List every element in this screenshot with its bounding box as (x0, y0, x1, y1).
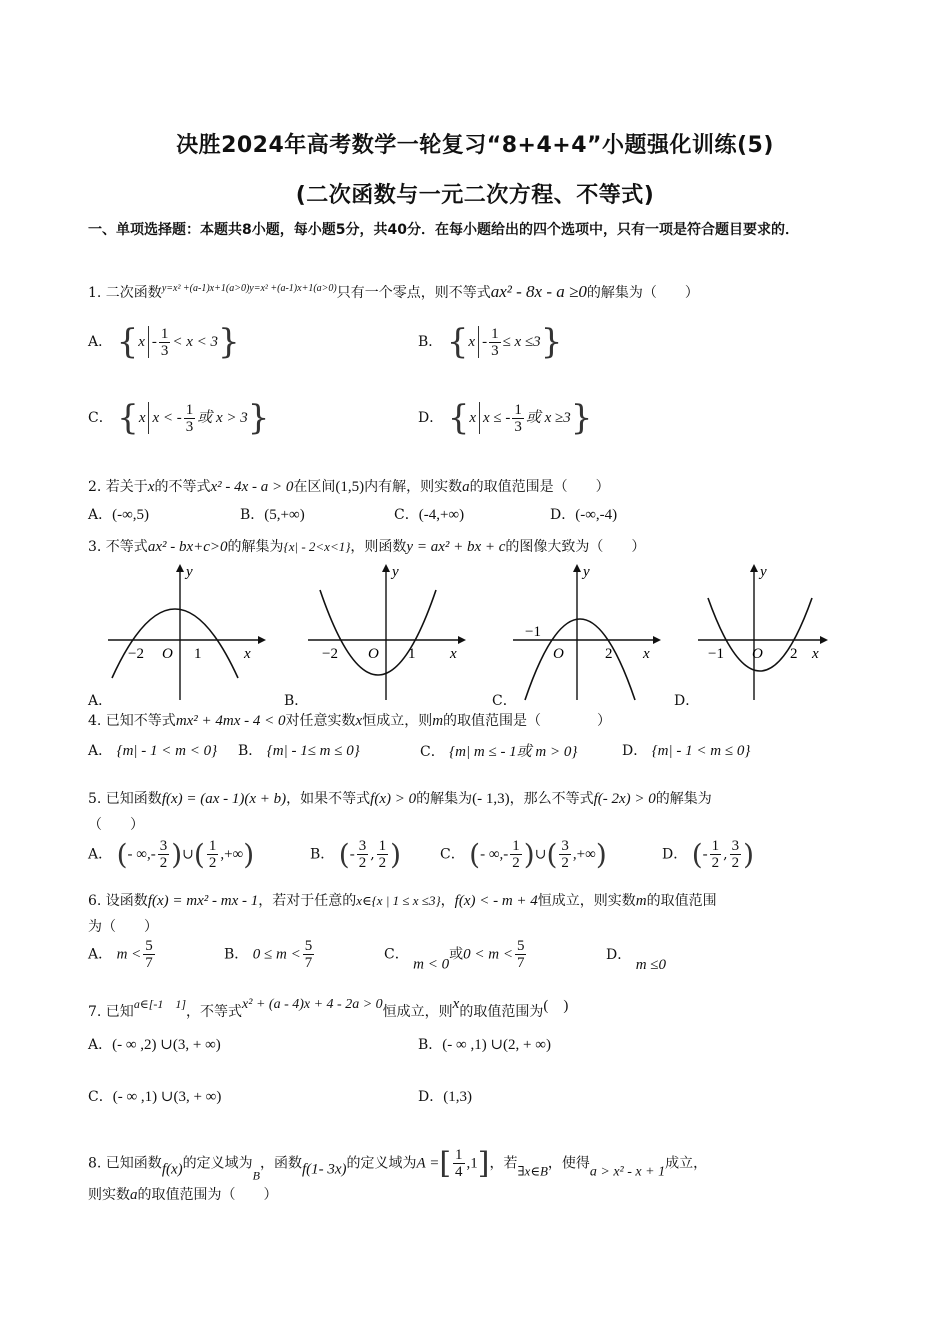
q8-function-2: f(1- 3x) (301, 1161, 347, 1178)
question-6 (88, 890, 717, 910)
option-letter: C． (384, 946, 409, 963)
q3-graph-d[interactable] (690, 560, 860, 708)
q2-suffix: 的取值范围是（ ） (469, 479, 610, 495)
q4-mid: 对任意实数 (285, 713, 356, 729)
option-left: x < - (152, 410, 182, 426)
denominator: 2 (561, 855, 569, 871)
denominator: 2 (208, 855, 217, 871)
q7-var: x (452, 996, 460, 1012)
q1-prefix: 1. 二次函数 (88, 285, 162, 301)
option-text: (1,3) (443, 1089, 472, 1105)
q5-inequality-2: f(- 2x) > 0 (593, 791, 656, 807)
q8-mid3: 的定义域为 (346, 1155, 417, 1172)
option-letter: B． (224, 946, 249, 963)
y-axis-arrow-icon (750, 564, 758, 572)
q7-option-b[interactable] (418, 1034, 551, 1054)
option-letter: C． (420, 744, 445, 760)
q5-inequality: f(x) > 0 (370, 791, 417, 807)
tick-label: −2 (322, 646, 338, 662)
option-left: - (482, 334, 488, 350)
q7-option-a[interactable] (88, 1034, 221, 1054)
q2-mid3: 内有解，则实数 (364, 479, 463, 495)
set-bar (479, 402, 480, 434)
option-text: {m| - 1 < m < 0} (116, 743, 218, 759)
numerator: 1 (160, 325, 169, 342)
q8-function: f(x) (161, 1161, 183, 1178)
option-text: {m| m ≤ - 1或 m > 0} (449, 744, 578, 760)
q4-prefix: 4. 已知不等式 (88, 713, 176, 729)
q3-graph-b[interactable] (300, 560, 470, 708)
q8-var2: a (130, 1187, 138, 1203)
q3-option-a-label: A． (88, 693, 113, 709)
option-letter: D． (662, 846, 688, 863)
q2-option-a[interactable] (88, 504, 149, 524)
q8-suffix: 成立， (665, 1155, 708, 1172)
option-letter: A． (88, 946, 113, 963)
parabola (525, 619, 635, 700)
y-label: y (392, 564, 399, 580)
q4-var: x (355, 713, 363, 729)
numerator: 1 (185, 401, 194, 418)
option-text: {m| - 1 < m ≤ 0} (651, 743, 751, 759)
q3-mid2: ，则函数 (350, 539, 407, 555)
tick-label: 2 (790, 646, 798, 662)
denominator: 3 (514, 418, 522, 435)
numerator: 1 (491, 325, 499, 342)
option-letter: B． (418, 334, 443, 350)
origin-label: O (162, 646, 173, 662)
right-brace: } (540, 322, 563, 362)
q8-line-2 (88, 1184, 278, 1204)
option-right: ≤ x ≤3 (502, 334, 541, 350)
q5-function: f(x) = (ax - 1)(x + b) (161, 791, 287, 807)
option-letter: A． (88, 846, 113, 863)
x-axis-arrow-icon (820, 636, 828, 644)
y-label: y (186, 564, 193, 580)
option-text: (-∞,-4) (575, 507, 618, 523)
right-brace: } (218, 322, 240, 362)
q5-mid: ，如果不等式 (286, 791, 371, 807)
union-symbol: ∪ (534, 846, 547, 863)
denominator: 7 (145, 955, 153, 971)
option-left: x ≤ - (483, 410, 511, 426)
q1-mid: 只有一个零点，则不等式 (336, 285, 491, 301)
union-symbol: ∪ (182, 846, 194, 863)
numerator: 5 (145, 938, 153, 954)
option-part: - (349, 846, 355, 863)
numerator: 3 (561, 838, 569, 854)
numerator: 1 (514, 401, 522, 418)
fraction (158, 838, 170, 871)
option-or: 或 (449, 946, 464, 963)
q8-line2-suffix: 的取值范围为（ ） (137, 1187, 278, 1203)
fraction (303, 938, 315, 971)
q8-prefix: 8. 已知函数 (88, 1155, 162, 1172)
option-left: - (151, 334, 157, 350)
q3-inequality: ax² - bx+c>0 (147, 539, 228, 555)
question-2 (88, 476, 610, 496)
x-axis-arrow-icon (258, 636, 266, 644)
y-axis-arrow-icon (382, 564, 390, 572)
q8-mid2: ，函数 (259, 1155, 302, 1172)
q8-mid4: ，若 (489, 1155, 518, 1172)
q2-interval: (1,5) (335, 479, 365, 495)
x-axis-arrow-icon (458, 636, 466, 644)
q6-option-a[interactable] (88, 938, 157, 971)
q7-paren: ( ) (543, 998, 569, 1014)
option-letter: D． (622, 743, 648, 759)
q6-set: x∈{x | 1 ≤ x ≤3} (356, 893, 441, 908)
q8-inequality: a > x² - x + 1 (589, 1164, 666, 1180)
numerator: 1 (455, 1147, 463, 1163)
q5-mid2: 的解集为 (416, 791, 473, 807)
q1-option-d[interactable] (418, 398, 592, 438)
y-axis-arrow-icon (573, 564, 581, 572)
right-paren: ) (171, 838, 183, 871)
option-right: 或 x > 3 (197, 410, 248, 426)
q6-option-d[interactable] (606, 944, 666, 974)
q2-var2: a (462, 479, 470, 495)
q2-mid1: 的不等式 (154, 479, 211, 495)
q2-var: x (147, 479, 155, 495)
fraction (730, 838, 742, 871)
numerator: 3 (731, 838, 740, 854)
option-letter: B． (238, 743, 263, 759)
q7-option-d[interactable] (418, 1086, 472, 1106)
left-brace: { (446, 322, 469, 362)
page-title: 决胜2024年高考数学一轮复习“8+4+4”小题强化训练(5) (176, 133, 774, 158)
denominator: 2 (159, 855, 168, 871)
question-1 (88, 282, 699, 302)
numerator: 3 (358, 838, 367, 854)
right-brace: } (247, 398, 270, 438)
q6-mid: ，若对于任意的 (258, 893, 357, 909)
q4-mid2: 恒成立，则 (362, 713, 433, 729)
option-text: 0 ≤ m < (252, 946, 301, 963)
left-brace: { (116, 322, 139, 362)
denominator: 2 (378, 855, 387, 871)
fraction (559, 838, 571, 871)
left-brace: { (447, 398, 470, 438)
denominator: 2 (358, 855, 367, 871)
q5-option-a[interactable] (88, 838, 254, 871)
q7-option-c[interactable] (88, 1086, 221, 1106)
tick-label: −1 (525, 624, 541, 640)
fraction (453, 1147, 465, 1180)
option-text: (5,+∞) (264, 507, 305, 523)
q5-answer-paren: （ ） (88, 817, 144, 833)
tick-label: 2 (605, 646, 613, 662)
question-7 (88, 994, 568, 1021)
q3-option-b-label: B． (284, 693, 309, 709)
q8-mid5: ，使得 (547, 1155, 590, 1172)
option-letter: B． (310, 846, 335, 863)
denominator: 2 (512, 855, 520, 871)
option-right: 或 x ≥3 (525, 410, 571, 426)
section-heading: 一、单项选择题：本题共8小题，每小题5分，共40分．在每小题给出的四个选项中，只有一项是符合题目要求的． (88, 222, 799, 238)
option-letter: A． (88, 743, 113, 759)
q6-inequality: f(x) < - m + 4 (454, 893, 538, 909)
q2-mid2: 在区间 (293, 479, 336, 495)
option-var: x (138, 410, 146, 426)
tick-label: 1 (408, 646, 416, 662)
q6-var: m (635, 893, 647, 909)
q4-suffix: 的取值范围是（ ） (443, 713, 612, 729)
option-letter: D． (418, 410, 444, 426)
q6-function: f(x) = mx² - mx - 1 (147, 893, 259, 909)
fraction (143, 938, 155, 971)
q5-option-d[interactable] (662, 838, 754, 871)
left-brace: { (117, 398, 139, 438)
left-paren: ( (116, 838, 128, 871)
option-letter: D． (418, 1089, 444, 1105)
q2-option-d[interactable] (550, 504, 617, 524)
q6-mid2: ， (440, 893, 455, 909)
question-4 (88, 710, 611, 730)
fraction (510, 838, 522, 871)
question-8 (88, 1146, 707, 1184)
right-paren: ) (390, 838, 402, 871)
q1-formula: y=x² +(a-1)x+1(a>0)y=x² +(a-1)x+1(a>0) (161, 283, 337, 294)
denominator: 2 (731, 855, 740, 871)
q4-var2: m (432, 713, 444, 729)
q3-function: y = ax² + bx + c (406, 539, 506, 555)
right-brace: } (570, 398, 593, 438)
q7-mid: ，不等式 (186, 1004, 243, 1020)
option-letter: D． (550, 507, 576, 523)
fraction (184, 402, 196, 435)
option-text: m ≤0 (635, 957, 667, 973)
fraction (357, 838, 369, 871)
set-bar (148, 326, 149, 358)
comma: , (723, 846, 728, 863)
option-var: x (138, 334, 145, 350)
tick-label: −2 (128, 646, 144, 662)
fraction (710, 838, 722, 871)
denominator: 7 (516, 955, 525, 971)
q8-set-a: A = (416, 1155, 440, 1172)
origin-label: O (752, 646, 763, 662)
q4-option-d[interactable] (622, 740, 750, 760)
left-paren: ( (691, 838, 703, 871)
q7-condition: a∈[-1 1] (133, 997, 187, 1011)
option-text: (-4,+∞) (418, 507, 465, 523)
q2-prefix: 2. 若关于 (88, 479, 148, 495)
option-letter: A． (88, 1037, 113, 1053)
q1-suffix: 的解集为（ ） (586, 285, 699, 301)
q3-graph-c[interactable] (505, 560, 675, 708)
q7-inequality: x² + (a - 4)x + 4 - 2a > 0 (242, 997, 383, 1012)
q5-prefix: 5. 已知函数 (88, 791, 162, 807)
x-label: x (643, 646, 650, 662)
q1-option-a[interactable] (88, 322, 240, 362)
q2-option-c[interactable] (394, 504, 464, 524)
numerator: 1 (512, 838, 520, 854)
right-paren: ) (243, 838, 255, 871)
option-letter: C． (394, 507, 419, 523)
q1-inequality: ax² - 8x - a ≥0 (490, 282, 587, 301)
option-part: ,+∞ (220, 846, 244, 863)
left-paren: ( (469, 838, 481, 871)
q3-graph-a[interactable] (100, 560, 270, 708)
left-paren: ( (338, 838, 350, 871)
q4-option-c[interactable] (420, 740, 577, 761)
question-3 (88, 536, 645, 556)
q5-suffix: 的解集为 (655, 791, 712, 807)
option-letter: C． (88, 410, 113, 426)
q6-suffix: 的取值范围 (646, 893, 717, 909)
option-right: < x < 3 (172, 334, 219, 350)
right-paren: ) (595, 838, 607, 871)
x-axis-arrow-icon (653, 636, 661, 644)
y-label: y (583, 564, 590, 580)
parabola (320, 590, 436, 675)
option-part: - ∞,- (127, 846, 156, 863)
numerator: 1 (711, 838, 720, 854)
q1-option-c[interactable] (88, 398, 269, 438)
numerator: 3 (159, 838, 168, 854)
numerator: 5 (304, 938, 313, 954)
fraction (377, 838, 389, 871)
set-bar (478, 326, 479, 358)
q8-var: B (252, 1168, 260, 1183)
right-paren: ) (523, 838, 535, 871)
numerator: 1 (378, 838, 387, 854)
q5-set: (- 1,3) (472, 791, 510, 807)
q6-option-b[interactable] (224, 938, 316, 971)
q6-mid3: 恒成立，则实数 (537, 893, 636, 909)
fraction (512, 402, 524, 435)
option-letter: A． (88, 507, 113, 523)
y-axis-arrow-icon (176, 564, 184, 572)
question-5 (88, 788, 712, 808)
q2-inequality: x² - 4x - a > 0 (210, 479, 294, 495)
q3-set: {x| - 2<x<1} (283, 539, 351, 554)
q2-option-b[interactable] (240, 504, 305, 524)
option-text: (- ∞ ,2) ∪(3, + ∞) (112, 1037, 221, 1053)
denominator: 2 (711, 855, 720, 871)
numerator: 1 (208, 838, 217, 854)
page-subtitle: (二次函数与一元二次方程、不等式) (295, 183, 655, 208)
option-letter: C． (88, 1089, 113, 1105)
q6-prefix: 6. 设函数 (88, 893, 148, 909)
option-text: m < (116, 946, 142, 963)
origin-label: O (553, 646, 564, 662)
tick-label: 1 (194, 646, 202, 662)
fraction (515, 938, 527, 971)
option-text: (- ∞ ,1) ∪(3, + ∞) (112, 1089, 222, 1105)
option-text: (-∞,5) (112, 507, 150, 523)
set-bar (148, 402, 149, 434)
option-var: x (468, 334, 476, 350)
q7-mid2: 恒成立，则 (382, 1004, 453, 1020)
tick-label: −1 (708, 646, 724, 662)
parabola (112, 609, 238, 678)
x-label: x (450, 646, 457, 662)
x-label: x (812, 646, 819, 662)
denominator: 3 (185, 418, 194, 435)
q3-option-c-label: C． (492, 693, 517, 709)
left-paren: ( (193, 838, 205, 871)
option-text: m < 0 (413, 956, 450, 973)
option-part: ,+∞ (572, 846, 596, 863)
option-text: (- ∞ ,1) ∪(2, + ∞) (442, 1037, 551, 1053)
right-paren: ) (743, 838, 755, 871)
q6-option-c[interactable] (384, 938, 528, 974)
q7-prefix: 7. 已知 (88, 1004, 134, 1020)
q8-line2-pre: 则实数 (88, 1187, 130, 1203)
option-letter: D． (606, 947, 632, 963)
option-letter: B． (240, 507, 265, 523)
fraction (489, 326, 501, 359)
fraction (207, 838, 219, 871)
origin-label: O (368, 646, 379, 662)
q3-option-d-label: D． (674, 693, 700, 709)
q4-option-b[interactable] (238, 740, 360, 760)
left-paren: ( (546, 838, 558, 871)
q4-inequality: mx² + 4mx - 4 < 0 (175, 713, 286, 729)
option-var: x (469, 410, 476, 426)
q5-option-c[interactable] (440, 838, 607, 871)
q3-suffix: 的图像大致为（ ） (505, 539, 646, 555)
q4-option-a[interactable] (88, 740, 217, 760)
option-part: - (702, 846, 708, 863)
q8-set-a-end: ,1 (466, 1155, 478, 1172)
q3-mid: 的解集为 (227, 539, 284, 555)
q8-exists: ∃x∈B (517, 1163, 548, 1179)
denominator: 3 (160, 342, 169, 359)
option-letter: A． (88, 334, 113, 350)
left-bracket: [ (439, 1146, 452, 1181)
q5-mid3: ，那么不等式 (509, 791, 594, 807)
y-label: y (760, 564, 767, 580)
option-letter: C． (440, 846, 465, 863)
q6-line-2: 为（ ） (88, 919, 158, 935)
option-part: - ∞,- (480, 846, 509, 863)
q7-suffix: 的取值范围为 (459, 1004, 544, 1020)
fraction (159, 326, 171, 359)
q1-option-b[interactable] (418, 322, 562, 362)
numerator: 5 (516, 938, 525, 954)
comma: , (370, 846, 375, 863)
denominator: 3 (491, 342, 499, 359)
option-text: {m| - 1≤ m ≤ 0} (266, 743, 360, 759)
right-bracket: ] (477, 1146, 490, 1181)
q5-option-b[interactable] (310, 838, 401, 871)
x-label: x (244, 646, 251, 662)
denominator: 7 (304, 955, 313, 971)
q3-prefix: 3. 不等式 (88, 539, 148, 555)
denominator: 4 (455, 1164, 463, 1180)
option-letter: B． (418, 1037, 443, 1053)
option-text: 0 < m < (463, 946, 513, 963)
q8-mid: 的定义域为 (182, 1155, 253, 1172)
